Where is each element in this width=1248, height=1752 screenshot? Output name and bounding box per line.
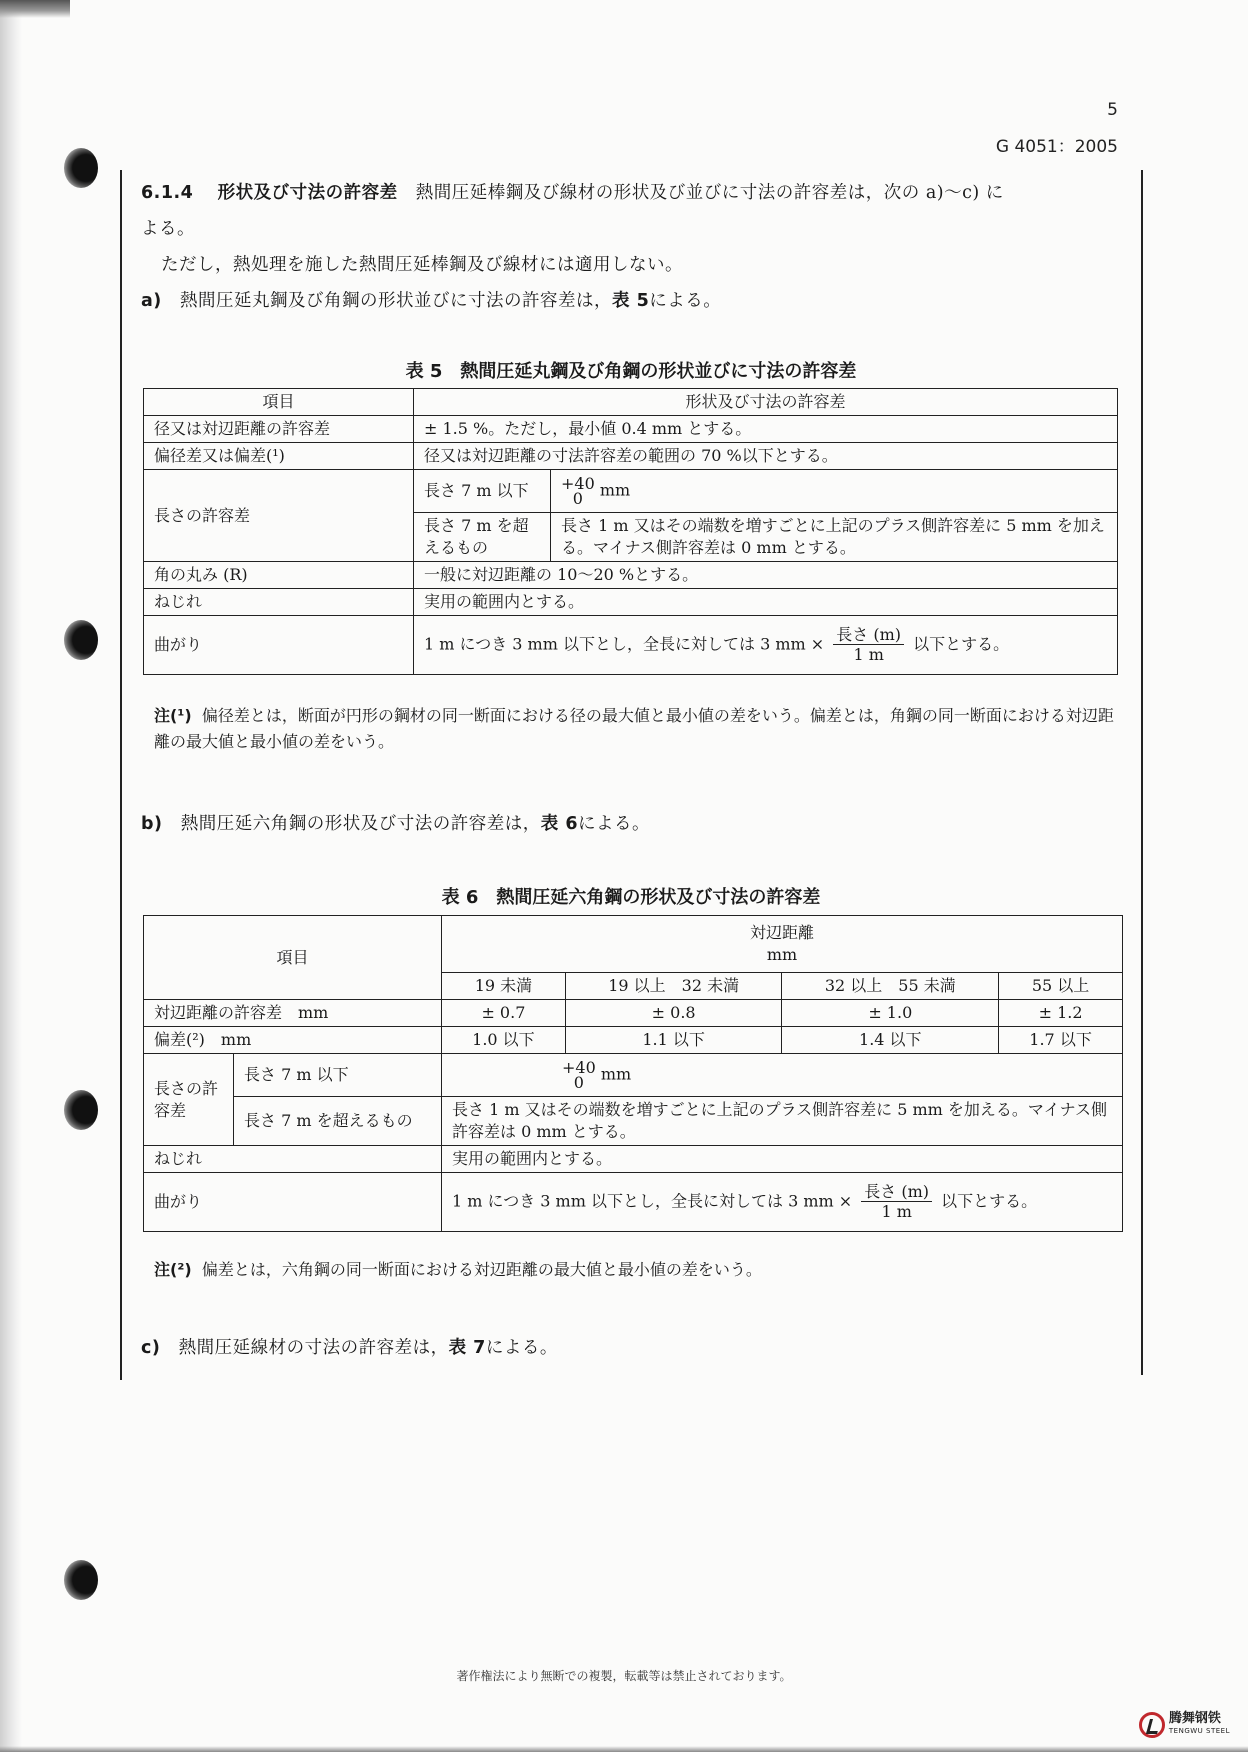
table6-r1-v1: ± 0.7 xyxy=(442,1000,566,1027)
table6-r4-value: 実用の範囲内とする。 xyxy=(442,1146,1123,1173)
punch-hole xyxy=(64,1560,98,1600)
section-intro xyxy=(141,175,1121,319)
table-row xyxy=(144,562,1118,589)
table5-r2-value: 径又は対辺距離の寸法許容差の範囲の 70 %以下とする。 xyxy=(414,443,1118,470)
table-row xyxy=(144,443,1118,470)
table6-r2-item: 偏差(²) mm xyxy=(144,1027,442,1054)
minus-tolerance: 0 xyxy=(573,1073,584,1092)
table5-r3a-sub: 長さ 7 m 以下 xyxy=(414,470,551,513)
bend-text-pre: 1 m につき 3 mm 以下とし，全長に対しては 3 mm × xyxy=(424,634,825,654)
table6-r5-item: 曲がり xyxy=(144,1173,442,1232)
fraction-numerator: 長さ (m) xyxy=(833,625,904,645)
table-row xyxy=(144,389,1118,416)
plus-tolerance: +40 xyxy=(562,1058,596,1077)
table5-r5-item: ねじれ xyxy=(144,589,414,616)
item-a-tail: による。 xyxy=(649,291,722,311)
table6-r1-v4: ± 1.2 xyxy=(999,1000,1123,1027)
item-b-label: b) xyxy=(141,814,163,834)
table5-r6-item: 曲がり xyxy=(144,616,414,675)
minus-tolerance: 0 xyxy=(572,489,583,508)
table6-r3b-sub: 長さ 7 m を超えるもの xyxy=(234,1097,442,1146)
length-fraction xyxy=(861,1182,932,1222)
table6-col3: 32 以上 55 未満 xyxy=(782,973,999,1000)
brand-logo xyxy=(1139,1712,1230,1738)
brand-name-cn: 腾舞钢铁 xyxy=(1168,1711,1221,1726)
fraction-numerator: 長さ (m) xyxy=(861,1182,932,1202)
table5-r3b-sub: 長さ 7 m を超えるもの xyxy=(414,513,551,562)
note-text: 偏径差とは，断面が円形の鋼材の同一断面における径の最大値と最小値の差をいう。偏差とは，角鋼の同一断面における対辺距離の最大値と最小値の差をいう。 xyxy=(154,706,1114,751)
item-a-text: 熱間圧延丸鋼及び角鋼の形状並びに寸法の許容差は， xyxy=(180,291,613,311)
table6-r2-v4: 1.7 以下 xyxy=(999,1027,1123,1054)
item-c-label: c) xyxy=(141,1338,161,1358)
item-c xyxy=(141,1330,1121,1366)
table5-r5-value: 実用の範囲内とする。 xyxy=(414,589,1118,616)
table5-r1-item: 径又は対辺距離の許容差 xyxy=(144,416,414,443)
page-edge-shadow xyxy=(0,0,22,1752)
item-c-text: 熱間圧延線材の寸法の許容差は， xyxy=(178,1338,449,1358)
item-b-tail: による。 xyxy=(578,814,651,834)
head-group-label: 対辺距離 xyxy=(749,923,814,942)
table6-r1-v3: ± 1.0 xyxy=(782,1000,999,1027)
table5-r3-item: 長さの許容差 xyxy=(144,470,414,562)
note-label: 注(²) xyxy=(154,1260,192,1279)
table6-r2-v3: 1.4 以下 xyxy=(782,1027,999,1054)
table6-head-group xyxy=(442,916,1123,973)
table6-head-item: 項目 xyxy=(144,916,442,1000)
table6-r3-item: 長さの許容差 xyxy=(144,1054,234,1146)
table5-r3b-value: 長さ 1 m 又はその端数を増すごとに上記のプラス側許容差に 5 mm を加える。マイナス側許容差は 0 mm とする。 xyxy=(551,513,1118,562)
tolerance-unit: mm xyxy=(599,480,631,500)
table6-r3a-value xyxy=(442,1054,1123,1097)
brand-name-en: TENGWU STEEL xyxy=(1168,1727,1230,1735)
table-row xyxy=(144,589,1118,616)
table-row xyxy=(144,616,1118,675)
table5-r4-item: 角の丸み (R) xyxy=(144,562,414,589)
plus-tolerance: +40 xyxy=(561,474,595,493)
tolerance-stack xyxy=(561,476,595,506)
table5-caption: 表 5 熱間圧延丸鋼及び角鋼の形状並びに寸法の許容差 xyxy=(405,361,857,382)
table5-r1-value: ± 1.5 %。ただし，最小値 0.4 mm とする。 xyxy=(414,416,1118,443)
section-intro-line2: よる。 xyxy=(141,219,195,239)
fraction-denominator: 1 m xyxy=(853,645,884,664)
table6-r3b-value: 長さ 1 m 又はその端数を増すごとに上記のプラス側許容差に 5 mm を加える。マイナス側許容差は 0 mm とする。 xyxy=(442,1097,1123,1146)
item-c-ref: 表 7 xyxy=(448,1338,486,1358)
copyright-notice: 著作権法により無断での複製，転載等は禁止されております。 xyxy=(456,1669,792,1683)
table-row xyxy=(144,1146,1123,1173)
table-row xyxy=(144,416,1118,443)
note-text: 偏差とは，六角鋼の同一断面における対辺距離の最大値と最小値の差をいう。 xyxy=(201,1260,762,1279)
table-row xyxy=(144,1027,1123,1054)
table6-caption: 表 6 熱間圧延六角鋼の形状及び寸法の許容差 xyxy=(441,887,821,908)
table6-r2-v1: 1.0 以下 xyxy=(442,1027,566,1054)
table6-r1-item: 対辺距離の許容差 mm xyxy=(144,1000,442,1027)
table-row xyxy=(144,1000,1123,1027)
right-margin-rule xyxy=(1141,170,1143,1375)
item-b xyxy=(141,806,1121,842)
tolerance-unit: mm xyxy=(600,1064,632,1084)
table6-r1-v2: ± 0.8 xyxy=(565,1000,782,1027)
section-number: 6.1.4 xyxy=(141,183,194,203)
page-number: 5 xyxy=(1107,100,1118,120)
table6-r4-item: ねじれ xyxy=(144,1146,442,1173)
bend-text-pre: 1 m につき 3 mm 以下とし，全長に対しては 3 mm × xyxy=(452,1191,853,1211)
table-row xyxy=(144,916,1123,973)
table5-r4-value: 一般に対辺距離の 10〜20 %とする。 xyxy=(414,562,1118,589)
punch-hole xyxy=(64,1090,98,1130)
bend-text-post: 以下とする。 xyxy=(941,1191,1038,1211)
table6-r5-value xyxy=(442,1173,1123,1232)
table5-head-item: 項目 xyxy=(144,389,414,416)
scan-bottom-shadow xyxy=(0,1746,1248,1752)
item-b-text: 熱間圧延六角鋼の形状及び寸法の許容差は， xyxy=(180,814,541,834)
table5-r2-item: 偏径差又は偏差(¹) xyxy=(144,443,414,470)
scan-corner-shadow xyxy=(0,0,70,18)
table5-r3a-value xyxy=(551,470,1118,513)
table6-col1: 19 未満 xyxy=(442,973,566,1000)
item-a-ref: 表 5 xyxy=(612,291,650,311)
table-row xyxy=(144,1173,1123,1232)
table5 xyxy=(143,388,1118,675)
table5-r6-value xyxy=(414,616,1118,675)
bend-text-post: 以下とする。 xyxy=(913,634,1010,654)
left-margin-rule xyxy=(120,170,122,1380)
section-note-line: ただし，熱処理を施した熱間圧延棒鋼及び線材には適用しない。 xyxy=(161,255,683,275)
item-a-label: a) xyxy=(141,291,162,311)
item-c-tail: による。 xyxy=(485,1338,558,1358)
brand-mark-icon xyxy=(1139,1712,1165,1738)
table6 xyxy=(143,915,1123,1232)
table6-r3a-sub: 長さ 7 m 以下 xyxy=(234,1054,442,1097)
table6-col4: 55 以上 xyxy=(999,973,1123,1000)
table-row xyxy=(144,1097,1123,1146)
table5-head-tolerance: 形状及び寸法の許容差 xyxy=(414,389,1118,416)
section-heading: 形状及び寸法の許容差 xyxy=(217,183,398,203)
standard-number: G 4051：2005 xyxy=(995,137,1118,157)
note-label: 注(¹) xyxy=(154,706,192,725)
table6-note xyxy=(154,1257,1114,1283)
punch-hole xyxy=(64,620,98,660)
section-intro-line1: 熱間圧延棒鋼及び線材の形状及び並びに寸法の許容差は，次の a)〜c) に xyxy=(415,183,1004,203)
table5-note xyxy=(154,703,1114,755)
table6-col2: 19 以上 32 未満 xyxy=(565,973,782,1000)
head-group-unit: mm xyxy=(766,945,798,964)
table-row xyxy=(144,470,1118,513)
length-fraction xyxy=(833,625,904,665)
punch-hole xyxy=(64,148,98,188)
brand-text xyxy=(1169,1712,1230,1738)
fraction-denominator: 1 m xyxy=(881,1202,912,1221)
table-row xyxy=(144,1054,1123,1097)
item-b-ref: 表 6 xyxy=(540,814,579,834)
table6-r2-v2: 1.1 以下 xyxy=(565,1027,782,1054)
tolerance-stack xyxy=(562,1060,596,1090)
